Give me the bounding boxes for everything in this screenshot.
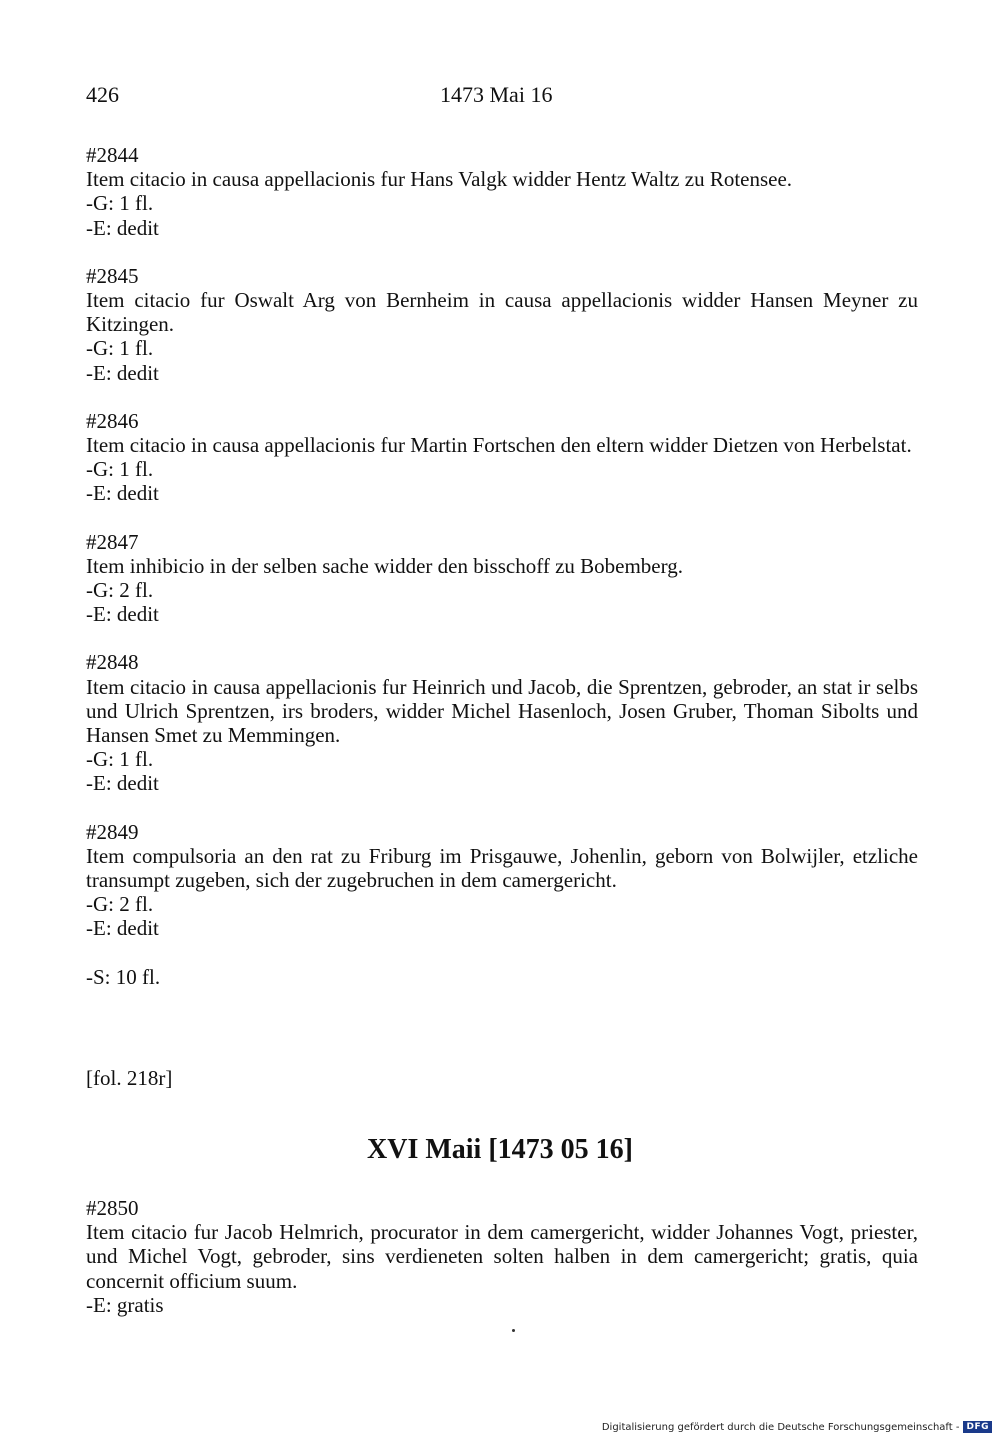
fee-line: -G: 1 fl. xyxy=(86,336,154,361)
entry xyxy=(86,530,918,627)
page-number: 426 xyxy=(86,82,119,107)
fee-line: -G: 1 fl. xyxy=(86,457,154,482)
entry-text: Item citacio in causa appellacionis fur Heinrich und Jacob, die Sprentzen, gebroder, an stat ir selbs und Ulrich Sprentzen, irs broders, widder Michel Hasenloch, Josen Gruber, Thoman Sibolts und Hansen Smet zu Memmingen. xyxy=(86,674,918,748)
fee-line: -G: 1 fl. xyxy=(86,747,154,772)
entry-text: Item citacio fur Oswalt Arg von Bernheim in causa appellacionis widder Hansen Meyner zu Kitzingen. xyxy=(86,288,918,337)
entry xyxy=(86,409,918,506)
entry xyxy=(86,143,918,240)
entry-text: Item citacio fur Jacob Helmrich, procurator in dem camergericht, widder Johannes Vogt, priester, und Michel Vogt, gebroder, sins verdieneten solten halben in dem camergericht; gratis, quia concernit officium suum. xyxy=(86,1220,918,1293)
fee-line: -G: 2 fl. xyxy=(86,892,154,917)
payment-line: -E: dedit xyxy=(86,481,159,506)
payment-line: -E: dedit xyxy=(86,916,159,941)
footer xyxy=(602,1419,992,1435)
entry xyxy=(86,1196,918,1317)
entry xyxy=(86,820,918,941)
fee-line: -G: 1 fl. xyxy=(86,191,154,216)
payment-line: -E: gratis xyxy=(86,1292,164,1317)
payment-line: -E: dedit xyxy=(86,602,159,627)
entry-text: Item compulsoria an den rat zu Friburg im Prisgauwe, Johenlin, geborn von Bolwijler, etzliche transumpt zugeben, sich der zugebruchen in dem camergericht. xyxy=(86,843,918,893)
fee-line: -G: 2 fl. xyxy=(86,578,154,603)
payment-line: -E: dedit xyxy=(86,215,159,240)
entry-text: Item citacio in causa appellacionis fur Hans Valgk widder Hentz Waltz zu Rotensee. xyxy=(86,167,793,192)
stray-mark xyxy=(512,1329,515,1332)
entries-list xyxy=(86,143,918,989)
entry xyxy=(86,264,918,385)
entry-id: #2847 xyxy=(86,529,139,554)
entry-id: #2844 xyxy=(86,143,139,167)
entry xyxy=(86,650,918,795)
page-header xyxy=(86,82,566,112)
entry-id: #2846 xyxy=(86,408,139,433)
payment-line: -E: dedit xyxy=(86,771,159,796)
entry-id: #2849 xyxy=(86,819,139,844)
entry-text: Item inhibicio in der selben sache widder den bisschoff zu Bobemberg. xyxy=(86,553,683,578)
running-head: 1473 Mai 16 xyxy=(440,82,553,107)
section-title: XVI Maii [1473 05 16] xyxy=(367,1134,633,1165)
entry-id: #2850 xyxy=(86,1196,139,1220)
footer-text: Digitalisierung gefördert durch die Deutsche Forschungsgemeinschaft - xyxy=(601,1421,960,1433)
payment-line: -E: dedit xyxy=(86,360,159,385)
sum-line: -S: 10 fl. xyxy=(86,964,161,989)
entry-id: #2845 xyxy=(86,263,139,288)
dfg-logo: DFG xyxy=(963,1421,992,1433)
entry-text: Item citacio in causa appellacionis fur Martin Fortschen den eltern widder Dietzen von Herbelstat. xyxy=(86,433,912,458)
entry-id: #2848 xyxy=(86,650,139,675)
folio-reference: [fol. 218r] xyxy=(86,1066,173,1090)
